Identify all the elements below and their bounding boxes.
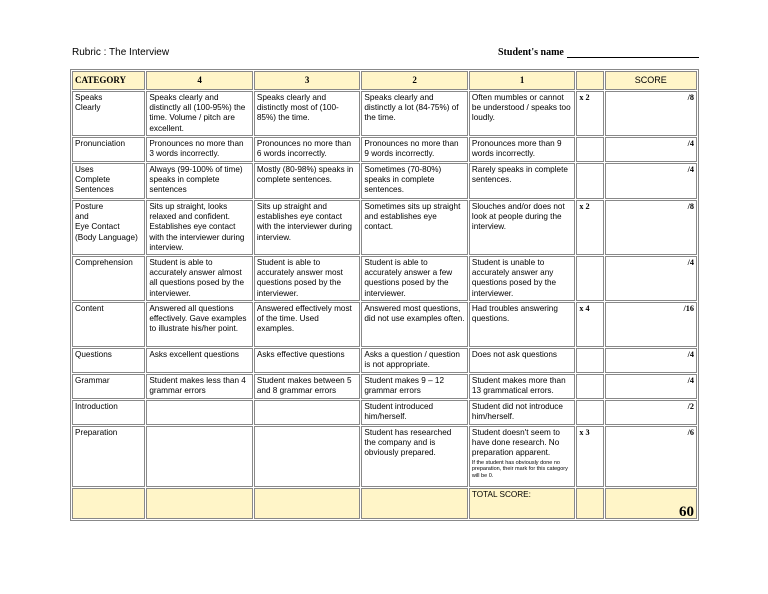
rubric-row <box>72 91 697 136</box>
score-cell <box>605 91 697 136</box>
rubric-row <box>72 348 697 373</box>
multiplier-cell-text: x 3 <box>579 428 590 438</box>
level-4-cell-text: Sits up straight, looks relaxed and confident. Establishes eye contact with the interviewer during interview. <box>149 202 245 252</box>
level-1-cell-text: Student is unable to accurately answer any questions posed by the interviewer. <box>471 258 557 298</box>
level-3-cell <box>254 374 361 399</box>
category-cell <box>72 200 145 255</box>
level-2-cell-text: Asks a question / question is not appropriate. <box>364 350 460 370</box>
level-4-cell <box>146 91 253 136</box>
multiplier-cell <box>576 374 603 399</box>
level-2-cell <box>361 163 468 199</box>
score-cell <box>605 163 697 199</box>
level-3-cell <box>254 400 361 425</box>
level-3-cell-text: Sits up straight and establishes eye contact with the interviewer during interview. <box>256 202 352 242</box>
level-4-cell <box>146 200 253 255</box>
level-2-cell <box>361 256 468 301</box>
multiplier-cell-text: x 2 <box>579 202 590 211</box>
category-cell-text: Comprehension <box>75 258 133 268</box>
level-1-cell <box>469 374 576 399</box>
header-level-4: 4 <box>146 71 253 90</box>
level-3-cell <box>254 426 361 487</box>
category-cell-text: Posture and Eye Contact (Body Language) <box>75 202 138 242</box>
level-2-cell <box>361 426 468 487</box>
multiplier-cell <box>576 302 603 347</box>
level-4-cell-text: Asks excellent questions <box>149 350 239 360</box>
header-row <box>72 71 697 90</box>
multiplier-cell <box>576 200 603 255</box>
level-1-cell-text: Student doesn't seem to have done research. No preparation apparent. <box>471 428 560 458</box>
level-1-cell <box>469 348 576 373</box>
level-1-cell <box>469 91 576 136</box>
header-level-3: 3 <box>254 71 361 90</box>
level-4-cell-text: Student is able to accurately answer almost all questions posed by the interviewer. <box>149 258 245 298</box>
category-cell <box>72 348 145 373</box>
total-empty-cell <box>254 488 361 519</box>
score-cell-text: /8 <box>687 202 694 211</box>
category-cell <box>72 374 145 399</box>
score-cell-text: /4 <box>687 258 694 268</box>
multiplier-cell <box>576 256 603 301</box>
total-empty-cell <box>361 488 468 519</box>
level-1-cell-text: Rarely speaks in complete sentences. <box>471 165 568 185</box>
category-cell-text: Speaks Clearly <box>75 93 103 113</box>
level-1-cell <box>469 137 576 162</box>
level-4-cell <box>146 348 253 373</box>
rubric-row <box>72 200 697 255</box>
level-1-cell-text: Student did not introduce him/herself. <box>471 402 563 422</box>
rubric-title: Rubric : The Interview <box>72 47 170 58</box>
rubric-row <box>72 302 697 347</box>
total-score-value: 60 <box>605 488 697 519</box>
score-cell <box>605 137 697 162</box>
score-cell-text: /4 <box>687 350 694 360</box>
score-cell <box>605 426 697 487</box>
level-3-cell <box>254 200 361 255</box>
score-cell-text: /8 <box>687 93 694 102</box>
category-cell-text: Questions <box>75 350 112 360</box>
level-1-cell-text: Student makes more than 13 grammatical errors. <box>471 376 566 396</box>
header-category: CATEGORY <box>72 71 145 90</box>
score-cell-text: /4 <box>687 139 694 148</box>
level-4-cell <box>146 137 253 162</box>
level-3-cell-text: Speaks clearly and distinctly most of (100-85%) the time. <box>256 93 339 123</box>
level-2-cell-text: Student makes 9 – 12 grammar errors <box>364 376 445 396</box>
level-2-cell-text: Sometimes (70-80%) speaks in complete sentences. <box>364 165 442 195</box>
multiplier-cell-text: x 4 <box>579 304 590 314</box>
rubric-table <box>70 69 699 521</box>
level-1-cell <box>469 400 576 425</box>
score-cell <box>605 256 697 301</box>
level-3-cell <box>254 91 361 136</box>
level-1-cell-text: Often mumbles or cannot be understood / speaks too loudly. <box>471 93 571 123</box>
level-3-cell-text: Answered effectively most of the time. Used examples. <box>256 304 352 334</box>
category-cell-text: Pronunciation <box>75 139 126 148</box>
rubric-row <box>72 426 697 487</box>
level-2-cell-text: Answered most questions, did not use examples often. <box>364 304 465 324</box>
level-4-cell <box>146 400 253 425</box>
header-level-2: 2 <box>361 71 468 90</box>
category-cell <box>72 137 145 162</box>
level-4-cell <box>146 163 253 199</box>
rubric-row <box>72 374 697 399</box>
level-2-cell-text: Student is able to accurately answer a few questions posed by the interviewer. <box>364 258 453 298</box>
rubric-row <box>72 256 697 301</box>
category-cell-text: Introduction <box>75 402 118 412</box>
level-2-cell <box>361 137 468 162</box>
header-score: SCORE <box>605 71 697 90</box>
score-cell <box>605 400 697 425</box>
level-4-cell <box>146 374 253 399</box>
multiplier-cell-text: x 2 <box>579 93 590 102</box>
level-3-cell <box>254 256 361 301</box>
score-cell <box>605 348 697 373</box>
score-cell <box>605 302 697 347</box>
level-4-cell <box>146 426 253 487</box>
level-1-cell <box>469 163 576 199</box>
header-multiplier <box>576 71 603 90</box>
category-cell <box>72 302 145 347</box>
level-4-cell <box>146 256 253 301</box>
preparation-note: If the student has obviously done no preparation, their mark for this category will be 0. <box>471 459 568 479</box>
level-1-cell-text: Pronounces more than 9 words incorrectly. <box>471 139 562 159</box>
multiplier-cell <box>576 348 603 373</box>
multiplier-cell <box>576 91 603 136</box>
score-cell-text: /4 <box>687 165 694 174</box>
level-3-cell-text: Pronounces no more than 6 words incorrectly. <box>256 139 352 159</box>
level-3-cell <box>254 163 361 199</box>
level-2-cell <box>361 400 468 425</box>
header-level-1: 1 <box>469 71 576 90</box>
score-cell-text: /6 <box>687 428 694 438</box>
level-1-cell <box>469 200 576 255</box>
level-1-cell-text: Had troubles answering questions. <box>471 304 558 324</box>
level-1-cell <box>469 426 576 487</box>
score-cell <box>605 374 697 399</box>
level-1-cell-text: Does not ask questions <box>471 350 557 360</box>
total-empty-cell <box>72 488 145 519</box>
category-cell <box>72 256 145 301</box>
total-empty-cell <box>576 488 603 519</box>
total-row <box>72 488 697 519</box>
level-4-cell-text: Speaks clearly and distinctly all (100-95%) the time. Volume / pitch are excellent. <box>149 93 246 133</box>
score-cell-text: /2 <box>687 402 694 412</box>
multiplier-cell <box>576 426 603 487</box>
level-2-cell <box>361 91 468 136</box>
category-cell <box>72 426 145 487</box>
student-name-label: Student's name <box>498 47 564 58</box>
level-3-cell <box>254 137 361 162</box>
level-1-cell-text: Slouches and/or does not look at people during the interview. <box>471 202 565 232</box>
level-4-cell-text: Answered all questions effectively. Gave examples to illustrate his/her point. <box>149 304 247 334</box>
level-4-cell <box>146 302 253 347</box>
level-3-cell-text: Student is able to accurately answer most questions posed by the interviewer. <box>256 258 343 298</box>
total-score-label: TOTAL SCORE: <box>469 488 576 519</box>
level-2-cell-text: Student introduced him/herself. <box>364 402 434 422</box>
category-cell-text: Content <box>75 304 104 314</box>
category-cell <box>72 91 145 136</box>
multiplier-cell <box>576 163 603 199</box>
level-2-cell <box>361 374 468 399</box>
level-3-cell <box>254 302 361 347</box>
level-4-cell-text: Always (99-100% of time) speaks in complete sentences <box>149 165 243 195</box>
level-1-cell <box>469 302 576 347</box>
level-2-cell-text: Sometimes sits up straight and establishes eye contact. <box>364 202 461 232</box>
score-cell-text: /4 <box>687 376 694 386</box>
level-3-cell-text: Mostly (80-98%) speaks in complete sentences. <box>256 165 354 185</box>
score-cell <box>605 200 697 255</box>
category-cell-text: Uses Complete Sentences <box>75 165 114 195</box>
level-2-cell <box>361 200 468 255</box>
category-cell-text: Preparation <box>75 428 118 438</box>
category-cell-text: Grammar <box>75 376 110 386</box>
level-3-cell <box>254 348 361 373</box>
level-4-cell-text: Student makes less than 4 grammar errors <box>149 376 246 396</box>
category-cell <box>72 400 145 425</box>
level-4-cell-text: Pronounces no more than 3 words incorrectly. <box>149 139 244 159</box>
level-2-cell-text: Speaks clearly and distinctly a lot (84-75%) of the time. <box>364 93 459 123</box>
level-1-cell <box>469 256 576 301</box>
rubric-row <box>72 400 697 425</box>
multiplier-cell <box>576 137 603 162</box>
level-3-cell-text: Asks effective questions <box>256 350 345 360</box>
level-2-cell <box>361 348 468 373</box>
level-2-cell-text: Student has researched the company and is obviously prepared. <box>364 428 452 458</box>
category-cell <box>72 163 145 199</box>
level-3-cell-text: Student makes between 5 and 8 grammar errors <box>256 376 352 396</box>
score-cell-text: /16 <box>683 304 694 314</box>
level-2-cell-text: Pronounces no more than 9 words incorrectly. <box>364 139 459 159</box>
rubric-row <box>72 163 697 199</box>
total-empty-cell <box>146 488 253 519</box>
student-name-line <box>567 57 699 58</box>
rubric-row <box>72 137 697 162</box>
multiplier-cell <box>576 400 603 425</box>
level-2-cell <box>361 302 468 347</box>
